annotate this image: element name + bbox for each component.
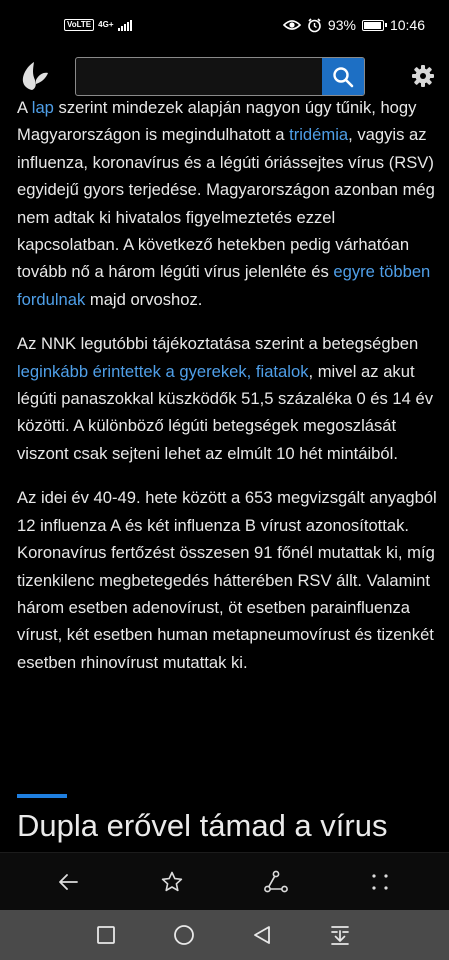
square-icon [96, 925, 116, 945]
text: , mivel az akut légúti panaszokkal küszködők 51,5 százaléka 0 és 14 év közötti. A különböző légúti betegségek megoszlását viszont csak sejteni lehet az elmúlt 10 hét mintáiból. [17, 361, 434, 463]
text: Az NNK legutóbbi tájékoztatása szerint a betegségben [17, 334, 419, 354]
link-egyre-tobben[interactable]: egyre többen fordulnak [17, 262, 431, 309]
signal-icon [118, 19, 132, 31]
alarm-icon [307, 18, 322, 33]
star-icon [160, 870, 184, 894]
article-content [17, 94, 437, 693]
link-lap[interactable]: lap [31, 98, 54, 117]
volte-badge: VoLTE [64, 19, 94, 31]
search-input[interactable] [82, 62, 321, 92]
link-gyerekek[interactable]: leginkább érintettek a gyerekek, fiatalok [17, 361, 309, 381]
section-heading: Dupla erővel támad a vírus [17, 808, 388, 843]
paragraph-2 [17, 330, 437, 467]
network-indicators [64, 19, 132, 31]
pull-down-icon [329, 924, 351, 946]
text: , vagyis az influenza, koronavírus és a légúti óriássejtes vírus (RSV) egyidejű gyors terjedése. Magyarországon azonban még nem adtak ki hivatalos figyelmeztetés ezzel kapcsolatban. A következő hetekben pedig várhatóan tovább nő a három légúti vírus jelenléte és [17, 125, 435, 282]
notifications-button[interactable] [327, 922, 353, 948]
system-navigation-bar [0, 910, 449, 960]
eye-icon [283, 19, 301, 31]
share-icon [263, 869, 289, 895]
favorite-button[interactable] [157, 867, 187, 897]
clock: 10:46 [389, 17, 425, 33]
triangle-back-icon [251, 924, 273, 946]
paragraph-3: Az idei év 40-49. hete között a 653 megvizsgált anyagból 12 influenza A és két influenza B vírust azonosítottak. Koronavírus fertőzést összesen 91 főnél mutattak ki, míg tizenkilenc megbetegedés hátterében RSV állt. Valamint három esetben adenovírust, öt esetben parainfluenza vírust, két esetben human metapneumovírust és tizenkét esetben rhinovírust mutattak ki. [17, 488, 437, 672]
browser-bottom-bar [0, 852, 449, 911]
more-button[interactable] [365, 867, 395, 897]
circle-icon [173, 924, 195, 946]
status-bar [0, 0, 449, 50]
back-arrow-icon [56, 870, 80, 894]
text: szerint mindezek alapján nagyon úgy tűnik, hogy Magyarországon is megindulhatott a [17, 98, 417, 145]
home-button[interactable] [171, 922, 197, 948]
section-divider [17, 794, 67, 798]
back-button[interactable] [53, 867, 83, 897]
battery-icon [362, 20, 384, 31]
paragraph-1 [17, 94, 437, 313]
search-box [75, 57, 365, 96]
text: majd orvoshoz. [85, 289, 203, 309]
more-dots-icon [369, 871, 391, 893]
text: A [17, 98, 32, 117]
battery-percent: 93% [327, 17, 356, 33]
recents-button[interactable] [93, 922, 119, 948]
share-button[interactable] [261, 867, 291, 897]
nav-back-button[interactable] [249, 922, 275, 948]
site-logo[interactable] [18, 60, 50, 92]
browser-toolbar [0, 52, 449, 98]
network-type: 4G+ [98, 20, 114, 29]
search-button[interactable] [322, 58, 364, 95]
link-tridemia[interactable]: tridémia [289, 125, 349, 145]
system-indicators [283, 17, 425, 33]
gear-icon[interactable] [411, 64, 435, 88]
search-icon [332, 66, 354, 88]
